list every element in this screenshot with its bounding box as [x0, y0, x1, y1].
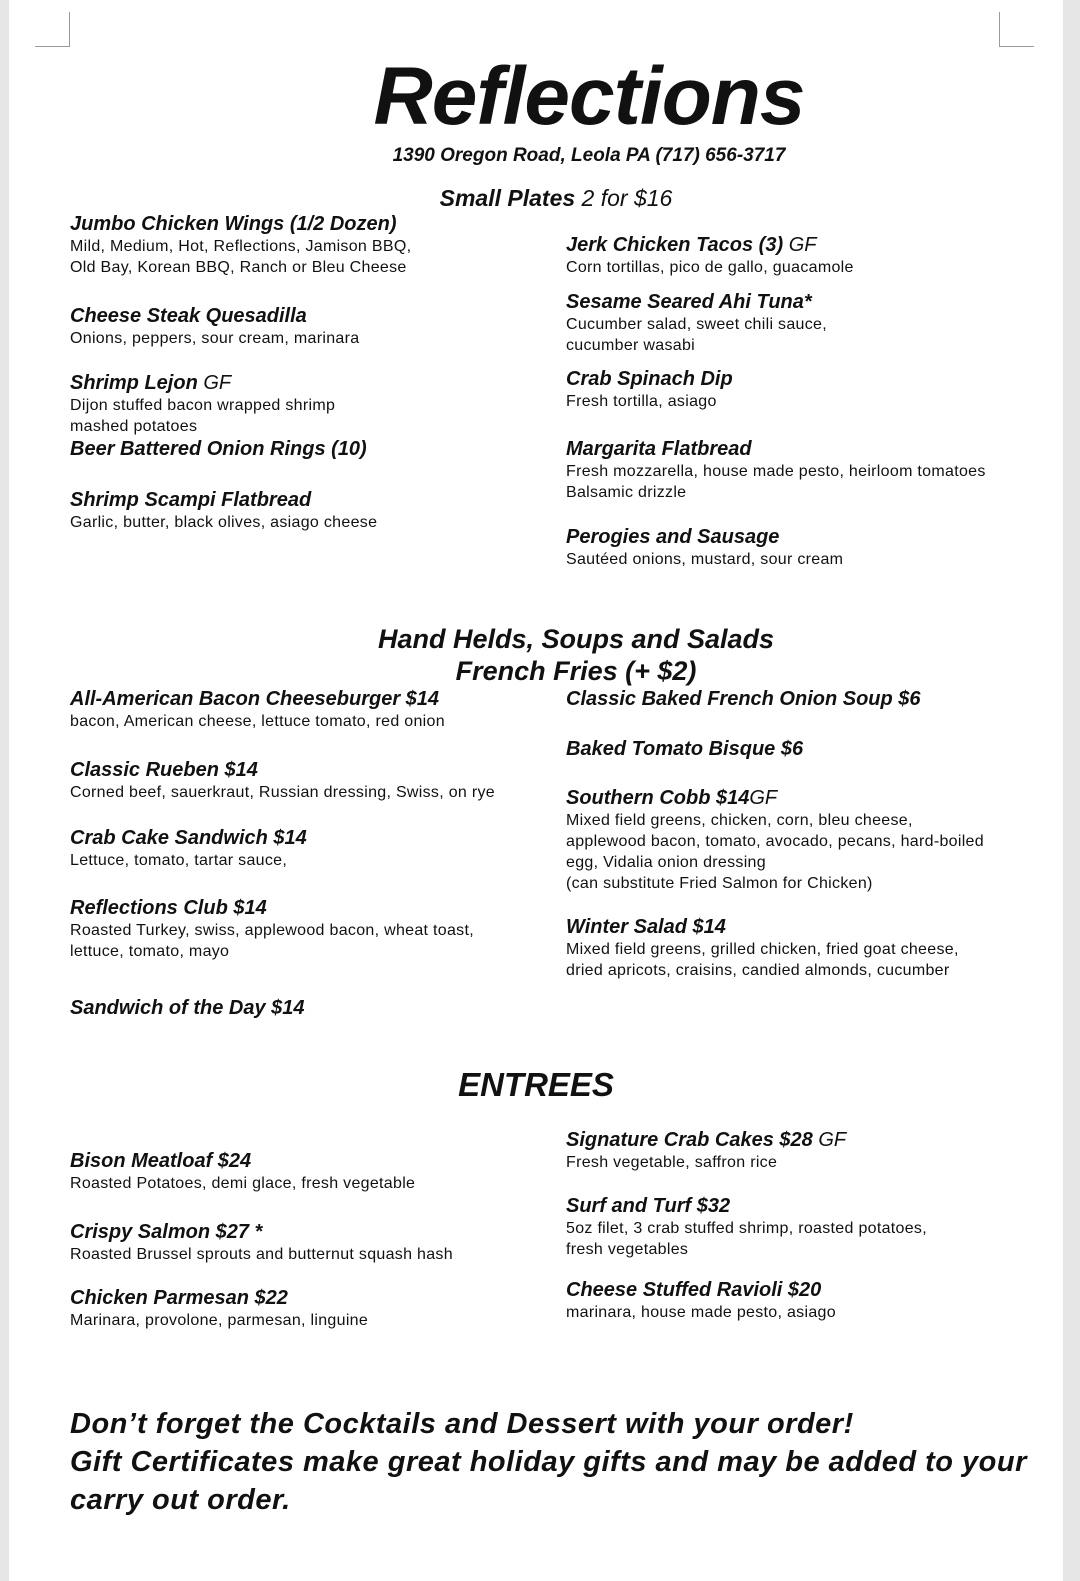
menu-item [566, 1128, 1026, 1173]
menu-item-name [70, 896, 550, 920]
menu-item-description: Roasted Brussel sprouts and butternut squash hash [70, 1246, 453, 1263]
menu-item-title: Jumbo Chicken Wings (1/2 Dozen) [70, 213, 397, 235]
menu-item-name [566, 290, 1026, 314]
menu-item [70, 304, 550, 349]
menu-item-description: cucumber wasabi [566, 337, 695, 354]
crop-mark-top-right [999, 12, 1034, 47]
gluten-free-tag: GF [812, 1129, 847, 1151]
menu-item-title: Chicken Parmesan $22 [70, 1287, 288, 1309]
menu-item [70, 371, 550, 437]
menu-item-description: Fresh mozzarella, house made pesto, heirloom tomatoes [566, 463, 986, 480]
menu-item-description: applewood bacon, tomato, avocado, pecans, hard-boiled [566, 833, 984, 850]
menu-item-name [70, 1149, 550, 1173]
menu-item-name [70, 488, 550, 512]
menu-item-description: Corn tortillas, pico de gallo, guacamole [566, 259, 854, 276]
menu-item-name [566, 915, 1026, 939]
menu-item-title: Southern Cobb $14 [566, 787, 750, 809]
menu-item [566, 437, 1026, 503]
menu-item-description: Cucumber salad, sweet chili sauce, [566, 316, 827, 333]
menu-item-name [70, 371, 550, 395]
menu-item [566, 367, 1026, 412]
menu-item-description: dried apricots, craisins, candied almonds, cucumber [566, 962, 950, 979]
menu-item-title: Bison Meatloaf $24 [70, 1150, 252, 1172]
menu-item-name [70, 1220, 550, 1244]
menu-item-name [566, 1194, 1026, 1218]
menu-item-name [70, 996, 550, 1020]
menu-item-description: bacon, American cheese, lettuce tomato, red onion [70, 713, 445, 730]
menu-item [566, 687, 1026, 711]
menu-item-name [566, 1278, 1026, 1302]
menu-item-description: Dijon stuffed bacon wrapped shrimp [70, 397, 336, 414]
small-plates-heading [9, 185, 1080, 212]
menu-item-description: mashed potatoes [70, 418, 198, 435]
menu-item-name [70, 826, 550, 850]
menu-item-description: Onions, peppers, sour cream, marinara [70, 330, 360, 347]
menu-item [70, 437, 550, 461]
menu-item-title: Margarita Flatbread [566, 438, 752, 460]
menu-item [70, 687, 550, 732]
footer-line-1: Don’t forget the Cocktails and Dessert with your order! [70, 1408, 854, 1440]
menu-item-description: Mixed field greens, chicken, corn, bleu cheese, [566, 812, 913, 829]
menu-item [70, 212, 550, 278]
menu-item-title: Signature Crab Cakes $28 [566, 1129, 813, 1151]
menu-item-name [566, 367, 1026, 391]
footer-line-2: Gift Certificates make great holiday gifts and may be added to your carry out order. [70, 1446, 1027, 1516]
menu-item-description: Lettuce, tomato, tartar sauce, [70, 852, 288, 869]
menu-item-title: Classic Baked French Onion Soup $6 [566, 688, 921, 710]
gluten-free-tag: GF [749, 787, 778, 809]
menu-item [70, 488, 550, 533]
menu-item-name [70, 1286, 550, 1310]
menu-item-description: Sautéed onions, mustard, sour cream [566, 551, 844, 568]
menu-item-description: marinara, house made pesto, asiago [566, 1304, 836, 1321]
menu-item-name [566, 1128, 1026, 1152]
menu-item-name [70, 212, 550, 236]
menu-item [566, 786, 1026, 894]
entrees-heading: ENTREES [458, 1066, 614, 1103]
menu-item-title: Shrimp Scampi Flatbread [70, 489, 312, 511]
crop-mark-top-left [35, 12, 70, 47]
restaurant-name: Reflections [373, 51, 805, 142]
menu-item-description: Mild, Medium, Hot, Reflections, Jamison BBQ, [70, 238, 412, 255]
footer-note [70, 1405, 1050, 1519]
menu-item [566, 737, 1026, 761]
menu-item [566, 1194, 1026, 1260]
menu-item [70, 896, 550, 962]
menu-item-name [566, 525, 1026, 549]
menu-item-title: Classic Rueben $14 [70, 759, 258, 781]
menu-item-title: Winter Salad $14 [566, 916, 726, 938]
menu-item-name [70, 758, 550, 782]
menu-item [566, 290, 1026, 356]
menu-item [70, 996, 550, 1020]
menu-item-name [70, 437, 550, 461]
menu-item-description: 5oz filet, 3 crab stuffed shrimp, roasted potatoes, [566, 1220, 927, 1237]
menu-item-description: fresh vegetables [566, 1241, 689, 1258]
menu-item-description: Fresh tortilla, asiago [566, 393, 717, 410]
gluten-free-tag: GF [783, 234, 817, 256]
menu-item [566, 915, 1026, 981]
menu-item-description: egg, Vidalia onion dressing [566, 854, 766, 871]
menu-item-description: Roasted Potatoes, demi glace, fresh vegetable [70, 1175, 416, 1192]
menu-item [566, 525, 1026, 570]
small-plates-price: 2 for $16 [575, 185, 673, 211]
menu-item-title: Sesame Seared Ahi Tuna* [566, 291, 812, 313]
menu-item-title: Shrimp Lejon [70, 372, 198, 394]
menu-item-title: Cheese Stuffed Ravioli $20 [566, 1279, 822, 1301]
menu-item-name [70, 304, 550, 328]
menu-item [566, 233, 1026, 278]
menu-item-name [566, 786, 1026, 810]
menu-page [9, 0, 1063, 1581]
menu-item-title: Baked Tomato Bisque $6 [566, 738, 804, 760]
menu-item-description: Corned beef, sauerkraut, Russian dressing, Swiss, on rye [70, 784, 495, 801]
hand-helds-heading [9, 623, 1080, 687]
menu-item-title: Crab Cake Sandwich $14 [70, 827, 307, 849]
menu-item-title: Sandwich of the Day $14 [70, 997, 305, 1019]
menu-item-description: Garlic, butter, black olives, asiago cheese [70, 514, 378, 531]
menu-item-description: Fresh vegetable, saffron rice [566, 1154, 778, 1171]
menu-item-title: Jerk Chicken Tacos (3) [566, 234, 784, 256]
menu-item-title: All-American Bacon Cheeseburger $14 [70, 688, 440, 710]
menu-item-name [566, 233, 1026, 257]
menu-item-title: Perogies and Sausage [566, 526, 780, 548]
menu-item-description: Old Bay, Korean BBQ, Ranch or Bleu Cheese [70, 259, 407, 276]
menu-item [70, 1149, 550, 1194]
menu-item-title: Crab Spinach Dip [566, 368, 733, 390]
menu-item-title: Reflections Club $14 [70, 897, 267, 919]
hand-helds-fries-note: French Fries (+ $2) [455, 656, 697, 686]
menu-item-title: Beer Battered Onion Rings (10) [70, 438, 367, 460]
gluten-free-tag: GF [197, 372, 232, 394]
menu-item-description: Mixed field greens, grilled chicken, fried goat cheese, [566, 941, 959, 958]
menu-item-description: (can substitute Fried Salmon for Chicken) [566, 875, 873, 892]
menu-item-description: Marinara, provolone, parmesan, linguine [70, 1312, 369, 1329]
menu-item-description: Balsamic drizzle [566, 484, 687, 501]
menu-item [70, 758, 550, 803]
menu-item-title: Cheese Steak Quesadilla [70, 305, 307, 327]
menu-item-name [70, 687, 550, 711]
menu-item [70, 826, 550, 871]
menu-item-title: Crispy Salmon $27 * [70, 1221, 263, 1243]
menu-item [566, 1278, 1026, 1323]
menu-item-name [566, 737, 1026, 761]
menu-item-description: lettuce, tomato, mayo [70, 943, 230, 960]
menu-item-description: Roasted Turkey, swiss, applewood bacon, wheat toast, [70, 922, 474, 939]
menu-item-name [566, 687, 1026, 711]
restaurant-address: 1390 Oregon Road, Leola PA (717) 656-3717 [392, 145, 786, 166]
small-plates-title: Small Plates [439, 185, 576, 211]
menu-item [70, 1286, 550, 1331]
hand-helds-title: Hand Helds, Soups and Salads [377, 624, 775, 654]
menu-item [70, 1220, 550, 1265]
menu-item-name [566, 437, 1026, 461]
menu-item-title: Surf and Turf $32 [566, 1195, 731, 1217]
